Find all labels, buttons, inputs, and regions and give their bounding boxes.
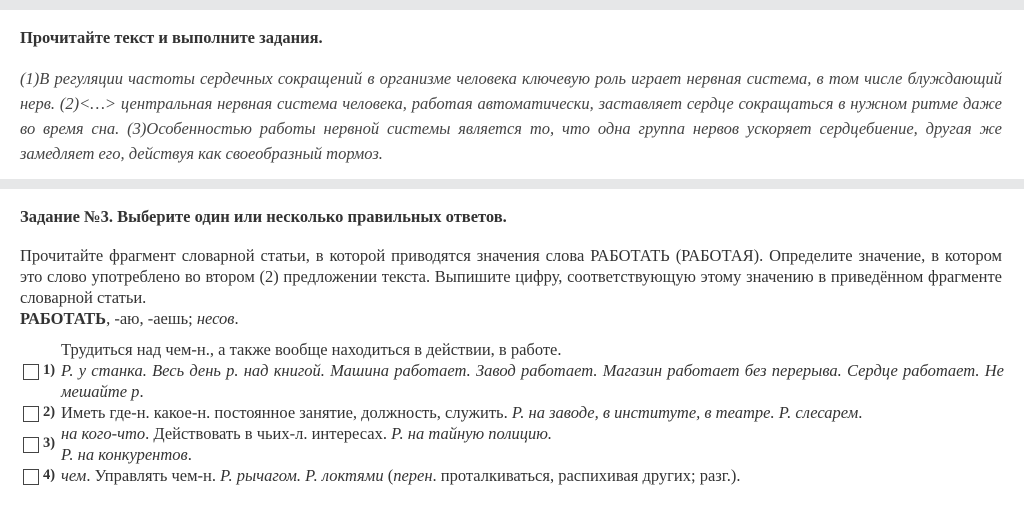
option-1-text — [61, 360, 1004, 402]
option-2-end: . — [858, 403, 863, 422]
text-heading: Прочитайте текст и выполните задания. — [20, 28, 323, 47]
option-3-grammar: на кого-что — [61, 424, 146, 443]
section-divider — [0, 179, 1024, 189]
option-3-examples: Р. на тайную полицию. — [391, 424, 553, 443]
option-4-checkbox[interactable] — [23, 469, 39, 485]
option-4-paren-open: ( — [383, 466, 394, 485]
task3-instruction: Прочитайте фрагмент словарной статьи, в которой приводятся значения слова РАБОТАТЬ (РАБОТАЯ). Определите значение, в котором это слово употреблено во втором (2) предложении текста. Выпишите цифру, соответствующую этому значению в приведённом фрагменте словарной статьи. — [20, 246, 1002, 307]
headword-forms: , -аю, -аешь; — [106, 309, 197, 328]
dictionary-headword-line — [20, 308, 1002, 329]
option-4-label: перен — [393, 466, 433, 485]
option-4-text — [61, 465, 1004, 486]
option-2-examples: Р. на заводе, в институте, в театре. Р. слесарем — [511, 403, 859, 422]
headword: РАБОТАТЬ — [20, 309, 107, 328]
headword-aspect-dot: . — [234, 309, 239, 328]
option-3-end: . — [187, 445, 192, 464]
option-4-grammar: чем — [61, 466, 87, 485]
option-1-examples: Р. у станка. Весь день р. над книгой. Машина работает. Завод работает. Магазин работает без перерыва. Сердце работает. Не мешайте р — [61, 361, 1004, 401]
meaning-intro: Трудиться над чем-н., а также вообще находиться в действии, в работе. — [61, 340, 562, 359]
option-1-checkbox[interactable] — [23, 364, 39, 380]
option-2-text — [61, 402, 1004, 423]
option-1-number: 1) — [43, 362, 56, 378]
option-4-examples: Р. рычагом. Р. локтями — [220, 466, 384, 485]
option-1-end: . — [139, 382, 144, 401]
top-divider-bar — [0, 0, 1024, 10]
option-3-checkbox[interactable] — [23, 437, 39, 453]
headword-aspect: несов — [196, 309, 235, 328]
option-2-number: 2) — [43, 404, 56, 420]
reading-passage: (1)В регуляции частоты сердечных сокращений в организме человека ключевую роль играет нервная система, в том числе блуждающий нерв. (2)<…> центральная нервная система человека, работая автоматически, заставляет сердце сокращаться в нужном ритме даже во время сна. (3)Особенностью работы нервной системы является то, что одна группа нервов ускоряет сердцебиение, другая же замедляет его, действуя как своеобразный тормоз. — [20, 69, 1002, 163]
option-2-checkbox[interactable] — [23, 406, 39, 422]
option-2-definition: Иметь где-н. какое-н. постоянное занятие, должность, служить. — [61, 403, 512, 422]
option-3-examples-2: Р. на конкурентов — [61, 445, 188, 464]
option-3-number: 3) — [43, 435, 56, 451]
option-3-definition: . Действовать в чьих-л. интересах. — [145, 424, 392, 443]
task3-heading: Задание №3. Выберите один или несколько правильных ответов. — [20, 207, 507, 226]
option-4-gloss: . проталкиваться, распихивая других; разг.). — [432, 466, 741, 485]
option-4-definition: . Управлять чем-н. — [86, 466, 221, 485]
option-3-text — [61, 423, 1004, 465]
option-4-number: 4) — [43, 467, 56, 483]
